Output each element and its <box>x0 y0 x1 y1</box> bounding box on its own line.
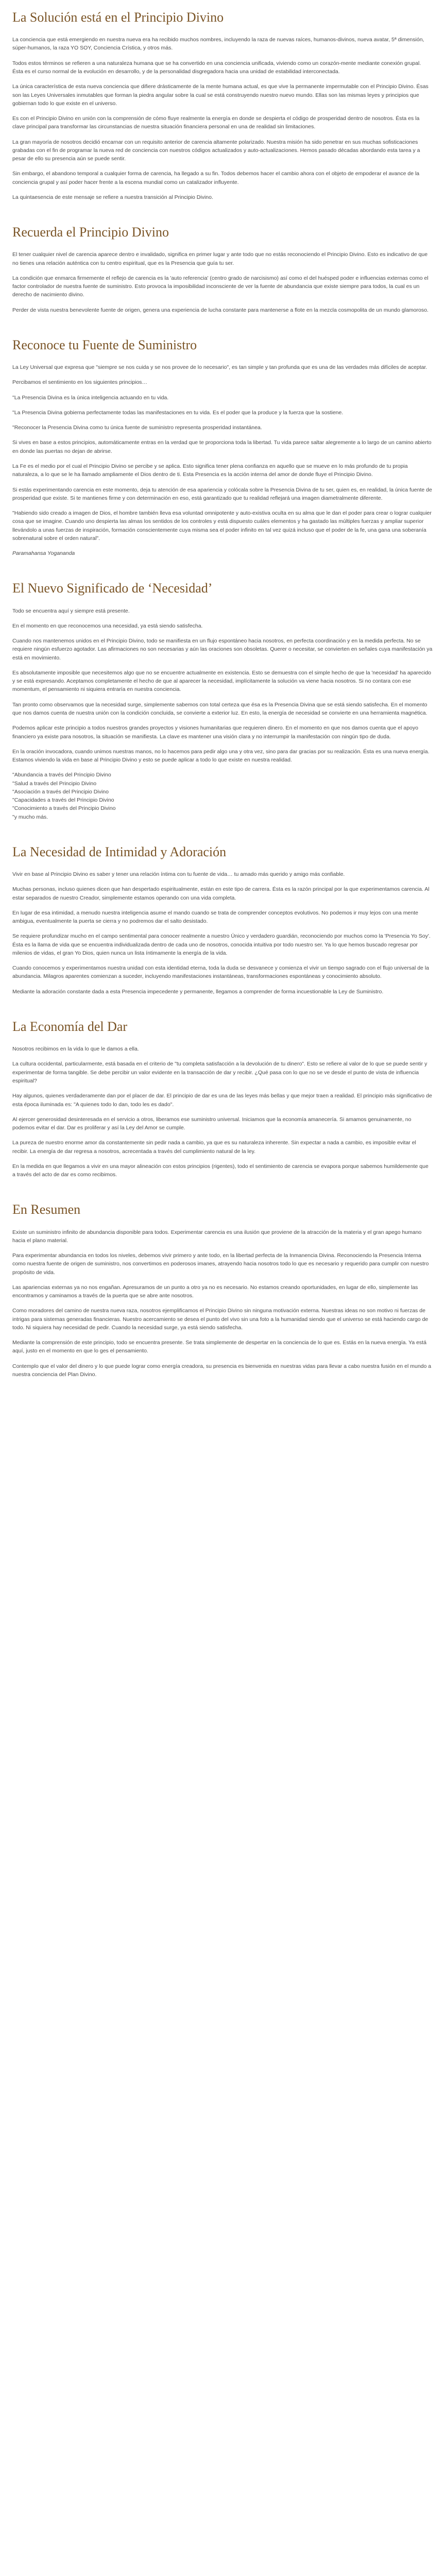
section-title: La Solución está en el Principio Divino <box>12 10 224 25</box>
section-title: Recuerda el Principio Divino <box>12 225 169 240</box>
list-item: "Asociación a través del Principio Divino <box>12 788 109 795</box>
paragraph: Todo se encuentra aquí y siempre está presente. <box>12 607 130 614</box>
paragraph: Si vives en base a estos principios, automáticamente entras en la verdad que te proporciona toda la libertad. Tu vida parece saltar alegremente a lo largo de un camino abierto en donde las puertas no dejan de abrirse. <box>12 439 432 454</box>
section <box>12 580 433 821</box>
section <box>12 1019 433 1179</box>
paragraph: Cuando nos mantenemos unidos en el Principio Divino, todo se manifiesta en un flujo espontáneo hacia nosotros, en perfecta coordinación y en la medida perfecta. No se requiere ningún esfuerzo agotador. Las afirmaciones no son necesarias y aún las oraciones son obsoletas. Querer o necesitar, se convierten en señales cuya manifestación ya está en movimiento. <box>12 638 433 661</box>
paragraph: Paramahansa Yogananda <box>12 550 75 557</box>
paragraph: Todos estos términos se refieren a una naturaleza humana que se ha convertido en una conciencia unificada, viviendo como un corazón-mente mediante conexión grupal. Ésta es el curso normal de la evolución en desarrollo, y de la personalidad disgregadora hacia una unidad de estabilidad interconectada. <box>12 60 421 75</box>
paragraph: Como moradores del camino de nuestra nueva raza, nosotros ejemplificamos el Principio Divino sin ninguna motivación externa. Nuestras ideas no son motivo ni fuerzas de intrigas para sistemas generadas financieras. Nuestro acercamiento se desea el punto del vivo sin una foto a la humanidad siendo que el universo se está haciendo cargo de todo. Ni siquiera hay necesidad de pedir. Cuando la necesidad surge, ya está siendo satisfecha. <box>12 1308 429 1331</box>
paragraph: Al ejercer generosidad desinteresada en el servicio a otros, liberamos ese suministro universal. Iniciamos que la economía amanecería. Si amamos genuinamente, no podemos evitar el dar. Dar es proliferar y así la Ley del Amor se cumple. <box>12 1116 412 1131</box>
list-item: "Capacidades a través del Principio Divino <box>12 797 114 804</box>
paragraph: La gran mayoría de nosotros decidió encarnar con un requisito anterior de carencia altamente polarizado. Nuestra misión ha sido penetrar en sus muchas sofisticaciones grabadas con el fin de programar la nueva red de conciencia con nuestros códigos actualizados y auto-actualizaciones. Hemos pasado décadas abordando esta tarea y a pesar de ello su presencia aún se puede sentir. <box>12 139 420 162</box>
section-title: El Nuevo Significado de ‘Necesidad’ <box>12 581 213 596</box>
paragraph: Si estás experimentando carencia en este momento, deja tu atención de esa apariencia y colócala sobre la Presencia Divina de tu ser, quien es, en realidad, la única fuente de prosperidad que existe. Si te mantienes firme y con determinación en eso, está garantizado que tu realidad reflejará una imagen diametralmente diferente. <box>12 486 432 501</box>
section-title: La Necesidad de Intimidad y Adoración <box>12 844 227 859</box>
paragraph: Muchas personas, incluso quienes dicen que han despertado espiritualmente, están en este tipo de carrera. Ésta es la razón principal por la que experimentamos carencia. Al estar separados de nuestro Creador, simplemente estamos operando con una vida completa. <box>12 886 430 901</box>
section <box>12 337 433 557</box>
paragraph: Percibamos el sentimiento en los siguientes principios… <box>12 379 148 386</box>
paragraph: "La Presencia Divina gobierna perfectamente todas las manifestaciones en tu vida. Es el poder que la produce y la fuerza que la sostiene. <box>12 409 344 416</box>
paragraph: Podemos aplicar este principio a todos nuestros grandes proyectos y visiones humanitarias que requieren dinero. En el momento en que nos damos cuenta que el apoyo financiero ya existe para nosotros, la situación se manifiesta. La clave es mantener una visión clara y no interrumpir la manifestación con ningún tipo de duda. <box>12 725 418 740</box>
paragraph: Las apariencias externas ya no nos engañan. Apresuramos de un punto a otro ya no es necesario. No estamos creando oportunidades, en lugar de ello, simplemente las encontramos y caminamos a través de la puerta que se abre ante nosotros. <box>12 1284 418 1299</box>
paragraph: "La Presencia Divina es la única inteligencia actuando en tu vida. <box>12 394 169 401</box>
paragraph: La Fe es el medio por el cual el Principio Divino se percibe y se aplica. Esto significa tener plena confianza en aquello que se mueve en lo más profundo de tu propia naturaleza, a lo que se le ha llamado ampliamente el Dios dentro de ti. Esta Presencia es la acción interna del amor de donde fluye el Principio Divino. <box>12 463 408 478</box>
paragraph: Se requiere profundizar mucho en el campo sentimental para conocer realmente a nuestro Único y verdadero guardián, reconociendo por muchos como la 'Presencia Yo Soy'. Ésta es la llama de vida que se encuentra individualizada dentro de cada uno de nosotros, conocida intuitiva por todo nuestro ser. Ya lo que hemos buscado regresar por milenios de vidas, el gran Yo Dios, quien nunca un lista íntimamente la energía de la vida. <box>12 933 431 956</box>
paragraph: En lugar de esa intimidad, a menudo nuestra inteligencia asume el mando cuando se trata de comprender conceptos evolutivos. No podemos ir muy lejos con una mente ambigua, eventualmente la puerta se cierra y no podremos dar el salto desistado. <box>12 909 418 925</box>
paragraph: Hay algunos, quienes verdaderamente dan por el placer de dar. El principio de dar es una de las leyes más bellas y que mejor traen a realidad. El principio más significativo de esta época iluminada es: "A quienes todo lo dan, todo les es dado". <box>12 1093 432 1108</box>
paragraph: Sin embargo, el abandono temporal a cualquier forma de carencia, ha llegado a su fin. Todos debemos hacer el cambio ahora con el objeto de empoderar el avance de la conciencia grupal y así poder hacer frente a la escena mundial como un catalizador influyente. <box>12 171 420 185</box>
section <box>12 1201 433 1379</box>
paragraph: Existe un suministro infinito de abundancia disponible para todos. Experimentar carencia es una ilusión que proviene de la atracción de la materia y el gran apego humano hacia el plano material. <box>12 1229 422 1244</box>
paragraph: "Reconocer la Presencia Divina como tu única fuente de suministro representa prosperidad instantánea. <box>12 425 262 431</box>
paragraph: Es con el Principio Divino en unión con la comprensión de cómo fluye realmente la energía en donde se despierta el código de prosperidad dentro de nosotros. Ésta es la clave principal para transformar las circunstancias de nuestra situación financiera personal en una de realidad sin limitaciones. <box>12 115 420 130</box>
paragraph: El tener cualquier nivel de carencia aparece dentro e invalidado, significa en primer lugar y ante todo que no estás reconociendo el Principio Divino. Esto es indicativo de que no tienes una relación auténtica con tu centro espiritual, que es la Presencia que guía tu ser. <box>12 251 428 266</box>
paragraph: La conciencia que está emergiendo en nuestra nueva era ha recibido muchos nombres, incluyendo la raza de nuevas raíces, humanos-divinos, nueva avatar, 5ª dimensión, súper-humanos, la raza YO SOY, Conciencia Crística, y otros más. <box>12 37 424 52</box>
paragraph: Mediante la comprensión de este principio, todo se encuentra presente. Se trata simplemente de despertar en la conciencia de lo que es. Estás en la nueva energía. Ya está aquí, justo en el momento en que lo ges el pensamiento. <box>12 1340 426 1354</box>
list-item: "y mucho más. <box>12 814 48 820</box>
section <box>12 224 433 314</box>
paragraph: Es absolutamente imposible que necesitemos algo que no se encuentre actualmente en existencia. Esto se demuestra con el simple hecho de que la 'necesidad' ha aparecido y se está expresando. Aceptamos completamente el hecho de que al aparecer la necesidad, implícitamente la solución va viene hacia nosotros. Si no contara con ese momentum, el pensamiento ni siquiera entraría en nuestra conciencia. <box>12 669 432 693</box>
list-item: "Abundancia a través del Principio Divino <box>12 772 111 778</box>
principle-list <box>12 771 433 821</box>
paragraph: La única característica de esta nueva conciencia que difiere drásticamente de la mente humana actual, es que vive la permanente impermutable con el Principio Divino. Ésas son las Leyes Universales inmutables que forman la piedra angular sobre la cual se está construyendo nuestro nuevo mundo. Ellas son las mismas leyes y principios que gobiernan todo lo que existe en el universo. <box>12 83 429 107</box>
paragraph: Mediante la adoración constante dada a esta Presencia impecedente y permanente, llegamos a comprender de forma incuestionable la Ley de Suministro. <box>12 988 384 995</box>
paragraph: Nosotros recibimos en la vida lo que le damos a ella. <box>12 1046 139 1053</box>
paragraph: En la medida en que llegamos a vivir en una mayor alineación con estos principios (rigentes), todo el sentimiento de carencia se evapora porque sabemos humildemente que a través del acto de dar es como recibimos. <box>12 1163 429 1178</box>
paragraph: Tan pronto como observamos que la necesidad surge, simplemente sabemos con total certeza que ésa es la Presencia Divina que se está siendo satisfecha. En el momento que nos damos cuenta de nuestra unión con la condición concluida, se convierte a exterior luz. En esto, la energía de necesidad se convierte en una herramienta magnética. <box>12 701 427 716</box>
section <box>12 844 433 996</box>
list-item: "Salud a través del Principio Divino <box>12 780 97 787</box>
paragraph: La cultura occidental, particularmente, está basada en el criterio de "tu completa satisfacción a la devolución de tu dinero". Esto se refiere al valor de lo que se puede sentir y experimentar de forma tangible. Se debe percibir un valor evidente en la transacción de dar y recibir. ¿Qué pasa con lo que no se ve desde el punto de vista de influencia espiritual? <box>12 1061 427 1084</box>
paragraph: Contemplo que el valor del dinero y lo que puede lograr como energía creadora, su presencia es bienvenida en nuestras vidas para llevar a cabo nuestra fusión en el mundo a nuestra conciencia del Plan Divino. <box>12 1363 432 1378</box>
paragraph: La quintaesencia de este mensaje se refiere a nuestra transición al Principio Divino. <box>12 194 213 200</box>
section-title: Reconoce tu Fuente de Suministro <box>12 337 197 352</box>
paragraph: En el momento en que reconocemos una necesidad, ya está siendo satisfecha. <box>12 622 203 629</box>
paragraph: Vivir en base al Principio Divino es saber y tener una relación íntima con tu fuente de vida… tu amado más querido y amigo más confiable. <box>12 871 345 878</box>
section-title: En Resumen <box>12 1202 81 1217</box>
paragraph: La pureza de nuestro enorme amor da constantemente sin pedir nada a cambio, ya que es su naturaleza inherente. Sin expectar a nada a cambio, es imposible evitar el recibir. La energía de dar regresa a nosotros, acrecentada a través del cumplimiento natural de la ley. <box>12 1140 416 1155</box>
paragraph: Perder de vista nuestra benevolente fuente de origen, genera una experiencia de lucha constante para mantenerse a flote en la mezcla cosmopolita de un mundo glamoroso. <box>12 307 429 313</box>
paragraph: Para experimentar abundancia en todos los niveles, debemos vivir primero y ante todo, en la libertad perfecta de la Inmanencia Divina. Reconociendo la Presencia Interna como nuestra fuente de origen de suministro, nos convertimos en poderosos imanes, atrayendo hacia nosotros todo lo que es necesario y requerido para cumplir con nuestro propósito de vida. <box>12 1252 429 1276</box>
section-title: La Economía del Dar <box>12 1019 128 1034</box>
paragraph: La condición que enmarca firmemente el reflejo de carencia es la 'auto referencia' (centro grado de narcisismo) así como el del huésped poder e influencias externas como el factor controlador de nuestra fuente de suministro. Esto provoca la imposibilidad inconsciente de ver la fuente de abundancia que existe siempre para todos, la cual es un derecho de nacimiento divino. <box>12 275 429 298</box>
paragraph: En la oración invocadora, cuando unimos nuestras manos, no lo hacemos para pedir algo una y otra vez, sino para dar gracias por su realización. Ésta es una nueva energía. Estamos viviendo la vida en base al Principio Divino y esto se puede aplicar a todo lo que existe en nuestra realidad. <box>12 748 430 764</box>
paragraph: La Ley Universal que expresa que "siempre se nos cuida y se nos provee de lo necesario", es tan simple y tan profunda que es una de las verdades más difíciles de aceptar. <box>12 364 427 371</box>
paragraph: "Habiendo sido creado a imagen de Dios, el hombre también lleva esa voluntad omnipotente y auto-existiva oculta en su alma que le dan el poder para crear o lograr cualquier cosa que se imagine. Cuando uno despierta las almas los sentidos de los controles y está dispuesto cuáles elementos y ha gastado las múltiples fuerzas y ampliar superior llevándolo a unas fuerzas de inspiración, formación conscientemente cuya misma sea el poder infinito en tal vez quizá incluso que el poder de la fe, una gana una soberanía sobrenatural sobre el orden natural". <box>12 510 432 541</box>
list-item: "Conocimiento a través del Principio Divino <box>12 805 116 812</box>
section <box>12 9 433 201</box>
article <box>12 0 433 1414</box>
paragraph: Cuando conocemos y experimentamos nuestra unidad con esta identidad eterna, toda la duda se desvanece y comienza el vivir un tiempo sagrado con el flujo universal de la abundancia. Milagros aparentes comienzan a suceder, incluyendo manifestaciones instantáneas, transformaciones espontáneas y conocimiento absoluto. <box>12 965 429 980</box>
